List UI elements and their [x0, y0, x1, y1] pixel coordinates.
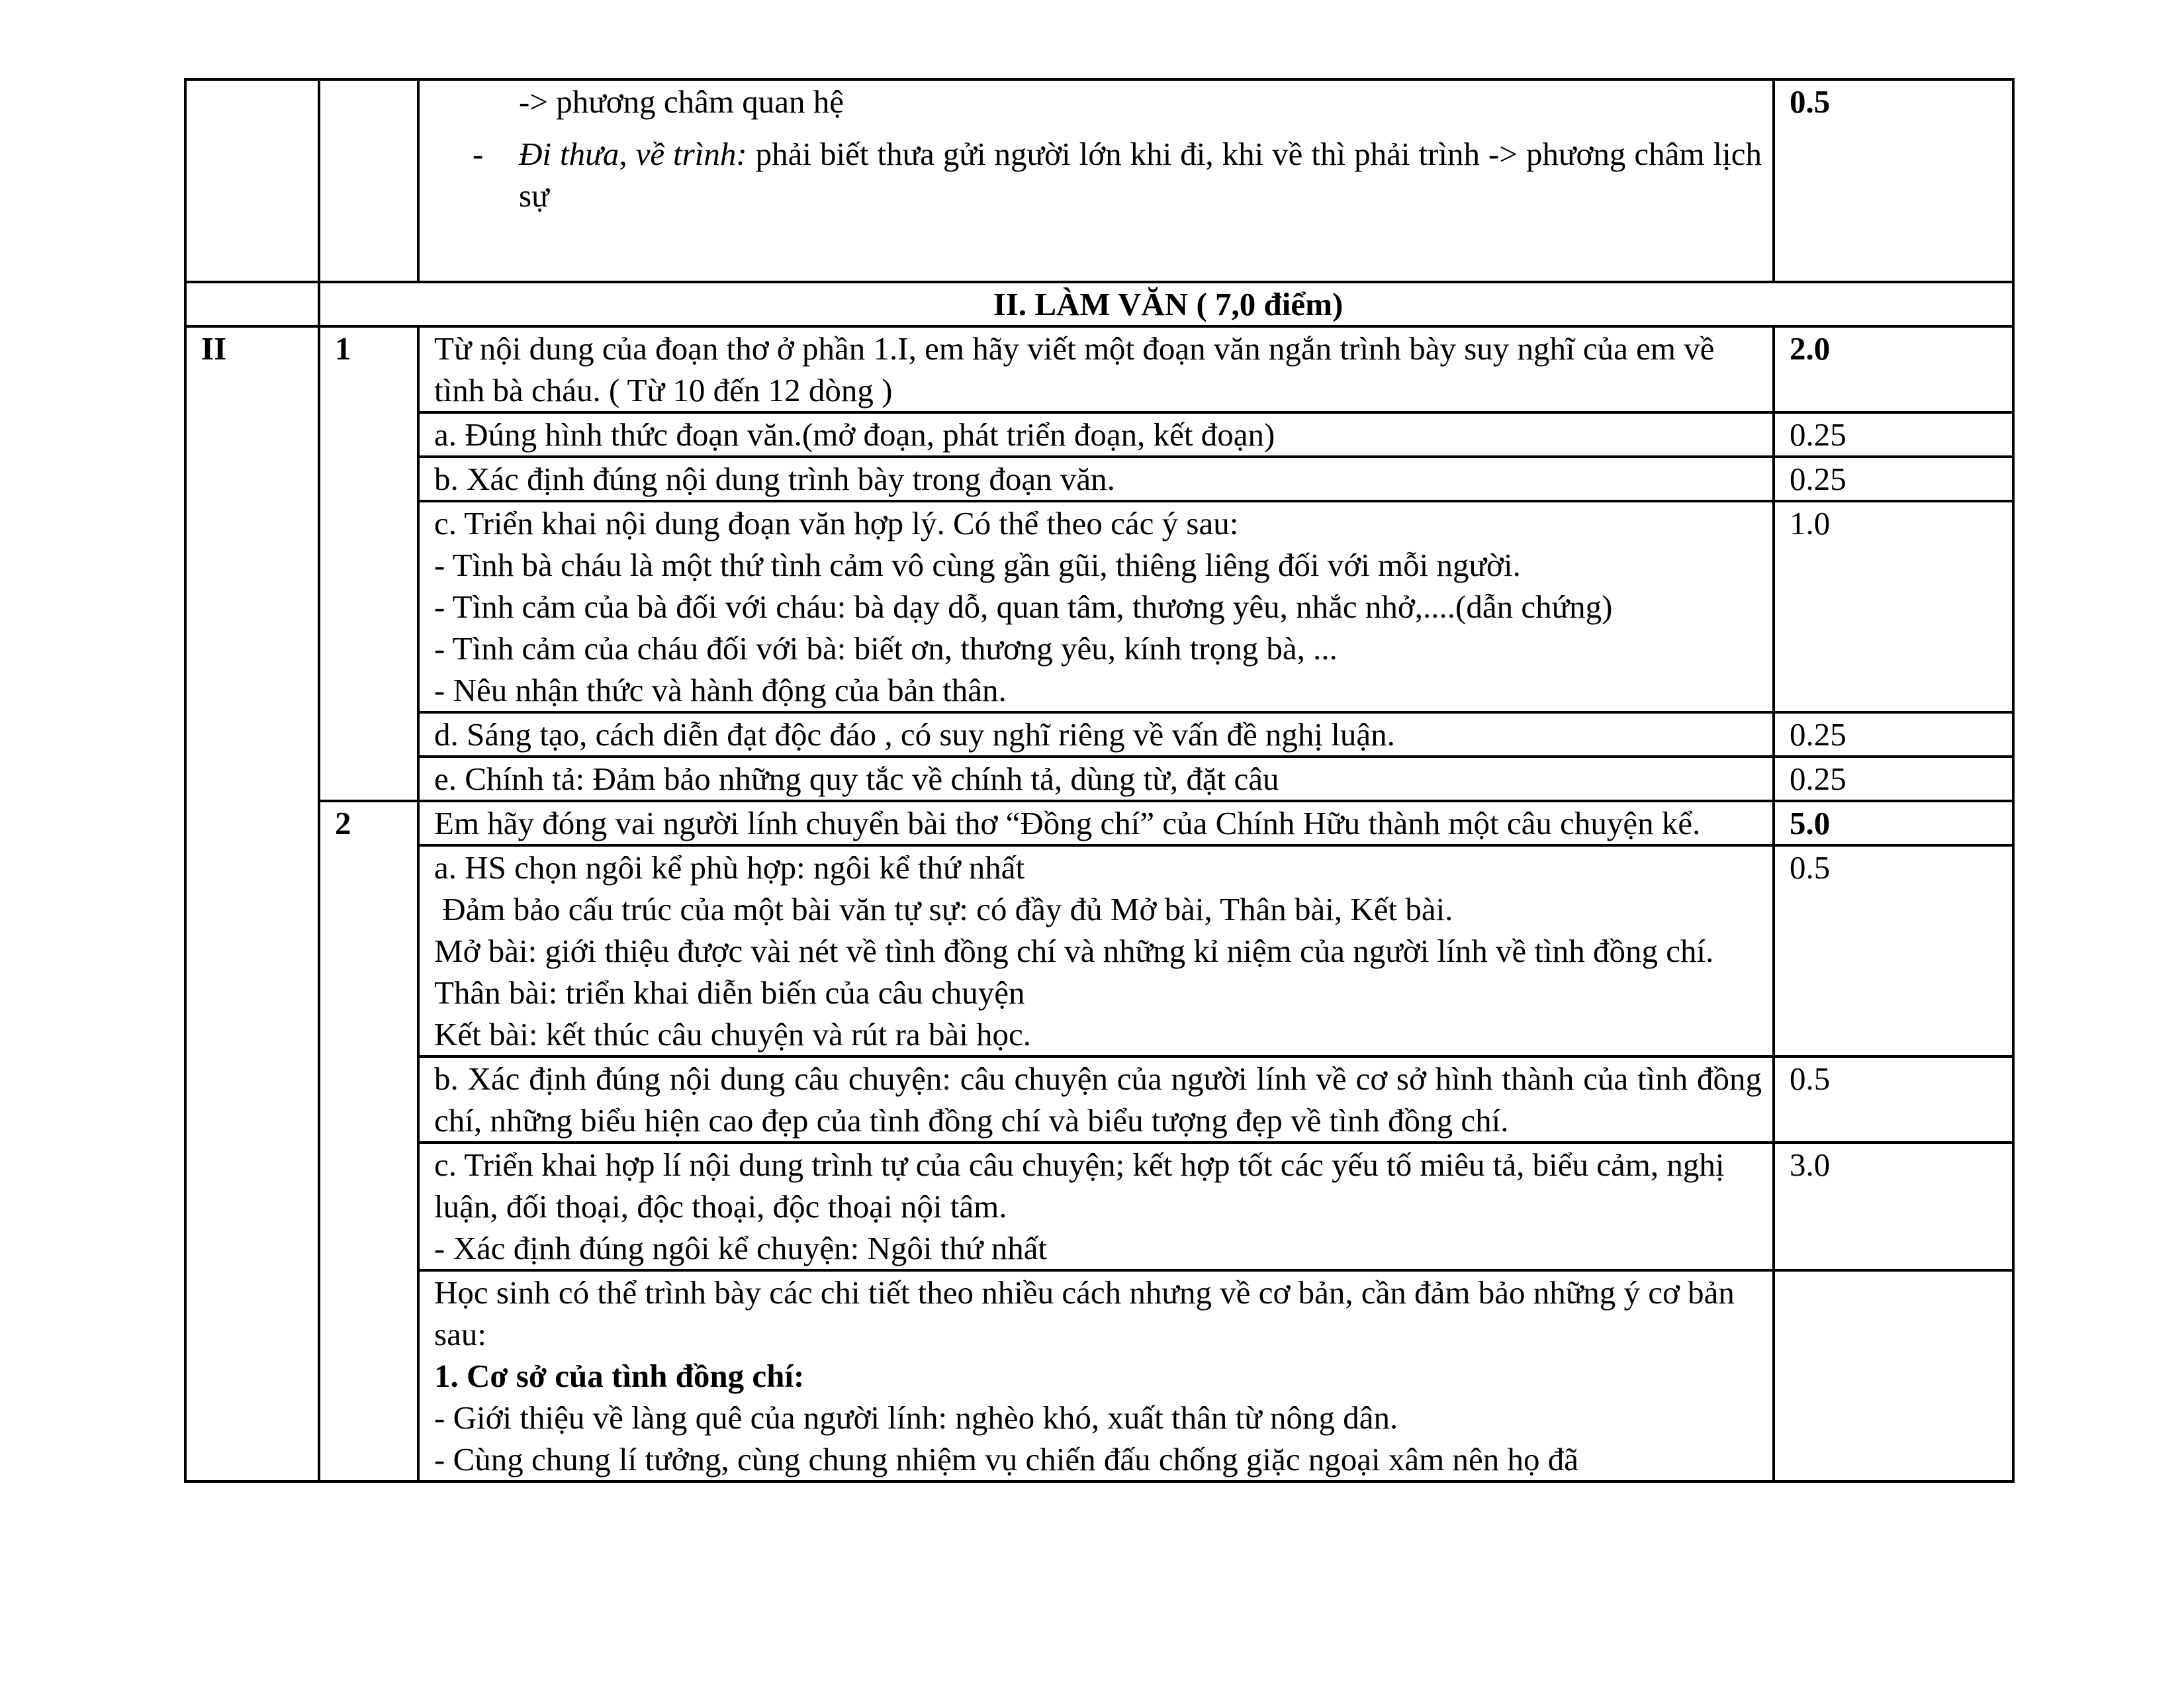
content-text: phải biết thưa gửi người lớn khi đi, khi về thì phải trình -> phương châm lịch sự	[519, 136, 1762, 214]
content-line: -> phương châm quan hệ	[519, 83, 844, 120]
criterion-line: - Tình bà cháu là một thứ tình cảm vô cùng gần gũi, thiêng liêng đối với mỗi người.	[434, 547, 1521, 583]
question-prompt: Em hãy đóng vai người lính chuyển bài thơ “Đồng chí” của Chính Hữu thành một câu chuyện kể.	[418, 801, 1774, 845]
score-cell: 0.5	[1774, 845, 2013, 1056]
criterion-text	[418, 1143, 1774, 1270]
criterion-line: Thân bài: triển khai diễn biến của câu chuyện	[434, 974, 1025, 1011]
table-row	[185, 757, 2013, 801]
score-cell: 5.0	[1774, 801, 2013, 845]
table-row	[185, 326, 2013, 412]
score-cell: 0.25	[1774, 457, 2013, 501]
criterion-line: - Tình cảm của bà đối với cháu: bà dạy dỗ, quan tâm, thương yêu, nhắc nhở,....(dẫn chứng)	[434, 588, 1613, 625]
detail-intro: Học sinh có thể trình bày các chi tiết theo nhiều cách nhưng về cơ bản, cần đảm bảo những ý cơ bản sau:	[434, 1274, 1735, 1352]
criterion-line: a. HS chọn ngôi kể phù hợp: ngôi kể thứ nhất	[434, 849, 1025, 886]
score-cell: 0.5	[1774, 1056, 2013, 1143]
part-label: II	[185, 326, 319, 1481]
table-row	[185, 1056, 2013, 1143]
table-row	[185, 501, 2013, 712]
answer-key-table	[184, 78, 2015, 1483]
table-row	[185, 712, 2013, 757]
italic-phrase: Đi thưa, về trình:	[519, 136, 747, 172]
table-row	[185, 1143, 2013, 1270]
criterion-line: - Nêu nhận thức và hành động của bản thân.	[434, 672, 1007, 708]
criterion-text	[418, 845, 1774, 1056]
criterion-line: c. Triển khai nội dung đoạn văn hợp lý. Có thể theo các ý sau:	[434, 505, 1239, 541]
section-header: II. LÀM VĂN ( 7,0 điểm)	[319, 282, 2013, 326]
table-row	[185, 282, 2013, 326]
criterion-text: b. Xác định đúng nội dung câu chuyện: câu chuyện của người lính về cơ sở hình thành của tình đồng chí, những biểu hiện cao đẹp của tình đồng chí và biểu tượng đẹp về tình đồng chí.	[418, 1056, 1774, 1143]
score-cell	[1774, 1270, 2013, 1481]
criterion-line: - Xác định đúng ngôi kể chuyện: Ngôi thứ nhất	[434, 1230, 1048, 1266]
criterion-text	[418, 501, 1774, 712]
part-cell	[185, 282, 319, 326]
criterion-line: c. Triển khai hợp lí nội dung trình tự của câu chuyện; kết hợp tốt các yếu tố miêu tả, biểu cảm, nghị luận, đối thoại, độc thoại, độc thoại nội tâm.	[434, 1147, 1725, 1225]
score-cell: 2.0	[1774, 326, 2013, 412]
criterion-line: Đảm bảo cấu trúc của một bài văn tự sự: có đầy đủ Mở bài, Thân bài, Kết bài.	[434, 891, 1453, 927]
content-cell	[418, 79, 1774, 282]
question-number: 1	[319, 326, 418, 801]
part-cell	[185, 79, 319, 282]
question-number: 2	[319, 801, 418, 1481]
table-row	[185, 79, 2013, 282]
detail-heading: 1. Cơ sở của tình đồng chí:	[434, 1358, 805, 1394]
table-row	[185, 457, 2013, 501]
content-line	[434, 133, 1762, 216]
criterion-line: - Tình cảm của cháu đối với bà: biết ơn, thương yêu, kính trọng bà, ...	[434, 630, 1338, 667]
criterion-line: Kết bài: kết thúc câu chuyện và rút ra bài học.	[434, 1016, 1032, 1053]
score-cell: 3.0	[1774, 1143, 2013, 1270]
criterion-text: a. Đúng hình thức đoạn văn.(mở đoạn, phát triển đoạn, kết đoạn)	[418, 412, 1774, 457]
criterion-line: Mở bài: giới thiệu được vài nét về tình đồng chí và những kỉ niệm của người lính về tình đồng chí.	[434, 933, 1714, 969]
table-row	[185, 1270, 2013, 1481]
criterion-text: b. Xác định đúng nội dung trình bày trong đoạn văn.	[418, 457, 1774, 501]
score-cell: 0.25	[1774, 712, 2013, 757]
score-cell: 1.0	[1774, 501, 2013, 712]
question-prompt: Từ nội dung của đoạn thơ ở phần 1.I, em hãy viết một đoạn văn ngắn trình bày suy nghĩ của em về tình bà cháu. ( Từ 10 đến 12 dòng )	[418, 326, 1774, 412]
table-row	[185, 801, 2013, 845]
criterion-text: e. Chính tả: Đảm bảo những quy tắc về chính tả, dùng từ, đặt câu	[418, 757, 1774, 801]
table-row	[185, 845, 2013, 1056]
bullet-dash: -	[473, 136, 484, 172]
criterion-text: d. Sáng tạo, cách diễn đạt độc đáo , có suy nghĩ riêng về vấn đề nghị luận.	[418, 712, 1774, 757]
score-cell: 0.5	[1774, 79, 2013, 282]
detail-line: - Giới thiệu về làng quê của người lính: nghèo khó, xuất thân từ nông dân.	[434, 1399, 1398, 1436]
detail-line: - Cùng chung lí tưởng, cùng chung nhiệm vụ chiến đấu chống giặc ngoại xâm nên họ đã	[434, 1441, 1578, 1477]
score-cell: 0.25	[1774, 412, 2013, 457]
detail-text	[418, 1270, 1774, 1481]
question-cell	[319, 79, 418, 282]
score-cell: 0.25	[1774, 757, 2013, 801]
table-row	[185, 412, 2013, 457]
